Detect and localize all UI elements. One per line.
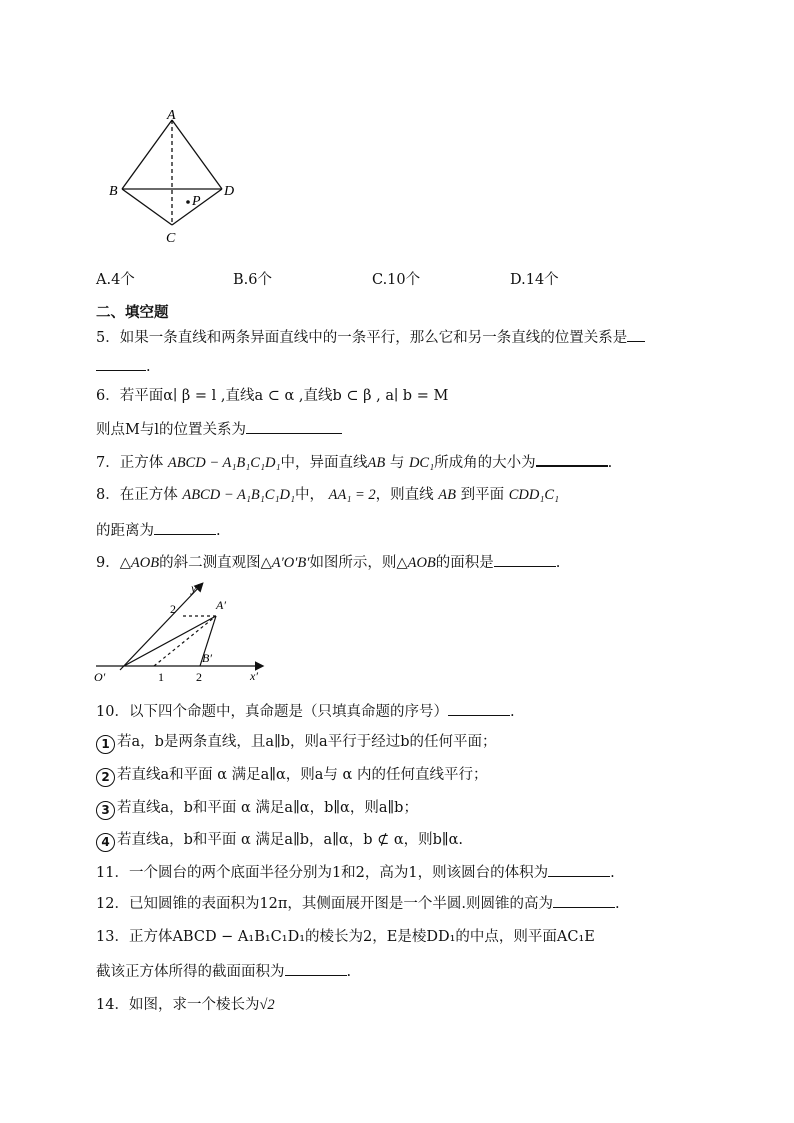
question-11 [96,862,615,883]
q9-pre: 9． [96,555,120,571]
oblique-projection-figure [92,578,277,686]
question-6: 6．若平面α∣ β = l ,直线a ⊂ α ,直线b ⊂ β , a∣ b = M [96,388,449,404]
question-6-cont [96,419,342,440]
option-a: A.4个 [96,272,135,288]
q8-cond: AA₁ = 2 [328,487,376,503]
label-p: P [192,194,201,209]
q9-tri2: △A′O′B′ [260,555,310,571]
q11-end: . [610,865,615,881]
question-5-cont [96,356,151,377]
q8-cube: ABCD − A₁B₁C₁D₁ [182,487,295,503]
q10-item-2 [96,765,487,787]
circled-number: 2 [96,768,115,787]
q8-mid2: ，则直线 [375,487,434,503]
q13-blank [285,961,347,976]
axis-label-x: x′ [250,669,258,683]
q11-blank [548,862,610,877]
q10-stem: 10．以下四个命题中，真命题是（只填真命题的序号） [96,704,448,720]
q7-blank [536,451,608,467]
q8-mid3: 到平面 [460,487,505,503]
option-d: D.14个 [510,272,559,288]
q9-blank [494,552,556,567]
q10-item-text: 若直线a和平面 α 满足a∥α，则a与 α 内的任何直线平行； [117,767,488,783]
q9-mid: 的斜二测直观图 [159,555,261,571]
q7-post: 所成角的大小为 [434,455,536,471]
q10-item-text: 若直线a，b和平面 α 满足a∥α，b∥α，则a∥b； [117,800,418,816]
tick-x-2: 2 [196,670,202,684]
question-13: 13．正方体ABCD − A₁B₁C₁D₁的棱长为2，E是棱DD₁的中点，则平面AC₁E [96,929,595,945]
question-5 [96,327,645,348]
q8-pre: 8．在正方体 [96,487,178,503]
q5-end: . [146,359,151,375]
tetrahedron-figure [100,105,250,255]
q9-mid2: 如图所示，则 [309,555,397,571]
question-9 [96,552,560,573]
q10-item-3 [96,798,418,820]
q8-ab: AB [438,487,456,503]
q7-end: . [607,455,613,471]
q12-blank [553,893,615,908]
q7-and: 与 [389,455,405,471]
label-d: D [224,184,235,199]
question-12 [96,893,620,914]
label-o: O′ [94,670,106,684]
q14-text: 14．如图，求一个棱长为 [96,997,260,1013]
tick-y-2: 2 [170,602,176,616]
q10-item-text: 若直线a，b和平面 α 满足a∥b，a∥α，b ⊄ α，则b∥α. [117,832,464,848]
q8-mid: 中， [295,487,324,503]
q10-item-4 [96,830,463,852]
section-heading: 二、填空题 [96,305,169,321]
q9-tri1: △AOB [119,555,160,571]
q10-item-1 [96,732,496,754]
label-b: B [109,184,118,199]
q10-blank [448,701,510,716]
circled-number: 1 [96,735,115,754]
option-c: C.10个 [372,272,421,288]
q7-dc1: DC₁ [408,455,435,471]
question-13-cont [96,961,351,982]
label-a: A [167,108,176,123]
label-c: C [166,231,176,246]
q6-text: 则点M与l的位置关系为 [96,422,246,438]
q14-root: √2 [259,997,275,1013]
axis-label-y: y′ [191,581,199,595]
q9-end: . [555,555,561,571]
q10-end: . [509,704,515,720]
q7-ab: AB [367,455,386,471]
q6-blank [246,419,342,434]
q5-blank-2 [96,356,146,371]
q13-line2: 截该正方体所得的截面面积为 [96,964,285,980]
question-10 [96,701,515,722]
q8-plane: CDD₁C₁ [508,487,560,503]
q7-cube: ABCD − A₁B₁C₁D₁ [167,455,281,471]
q7-mid: 中，异面直线 [280,455,368,471]
q8-end: . [216,523,221,539]
question-7 [96,451,612,473]
circled-number: 4 [96,833,115,852]
q9-post: 的面积是 [435,555,494,571]
label-b-prime: B′ [202,651,212,665]
q7-pre: 7．正方体 [96,455,164,471]
q12-text: 12．已知圆锥的表面积为12π，其侧面展开图是一个半圆.则圆锥的高为 [96,896,554,912]
q11-text: 11．一个圆台的两个底面半径分别为1和2，高为1，则该圆台的体积为 [96,865,549,881]
tick-x-1: 1 [158,670,164,684]
q8-blank [154,520,216,535]
q5-text: 5．如果一条直线和两条异面直线中的一条平行，那么它和另一条直线的位置关系是 [96,330,628,346]
q8-line2: 的距离为 [96,523,154,539]
label-a-prime: A′ [216,598,226,612]
option-b: B.6个 [233,272,272,288]
q9-tri3: △AOB [396,555,436,571]
q5-blank [627,327,645,342]
q12-end: . [615,896,620,912]
circled-number: 3 [96,801,115,820]
question-8 [96,485,559,505]
q10-item-text: 若a，b是两条直线，且a∥b，则a平行于经过b的任何平面； [117,734,497,750]
question-8-cont [96,520,221,541]
q13-end: . [346,964,352,980]
question-14 [96,995,275,1015]
